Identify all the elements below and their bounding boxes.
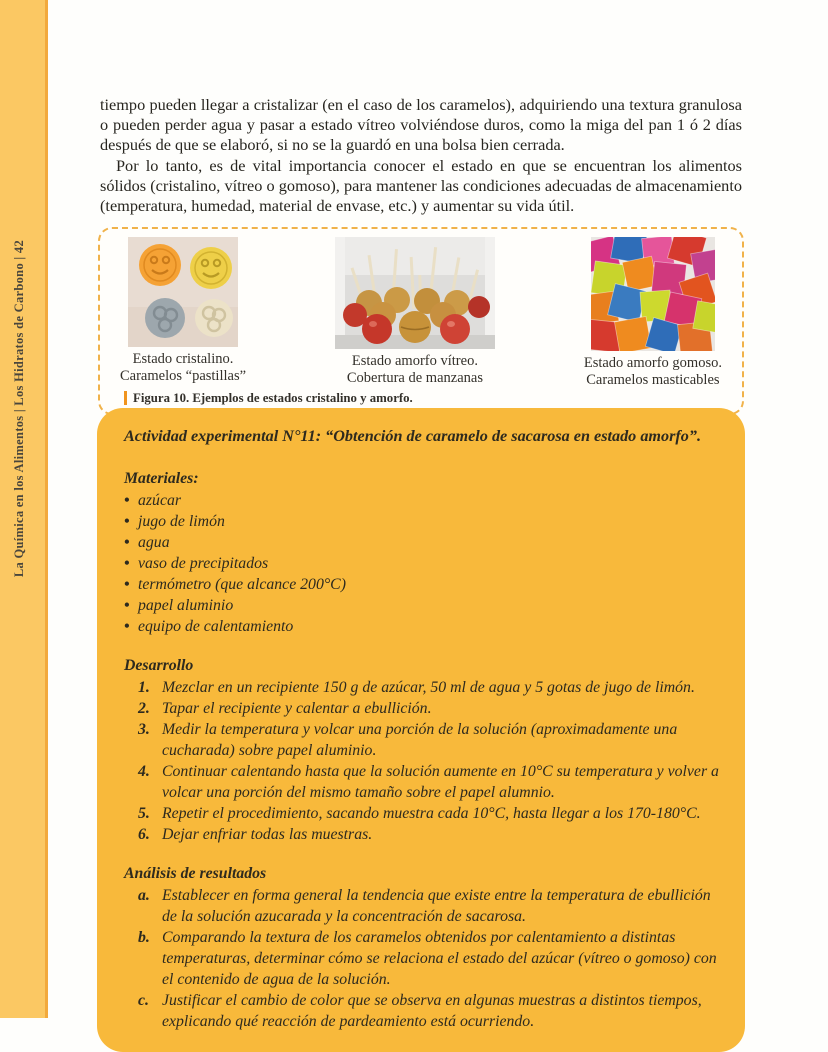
analysis-item xyxy=(138,927,720,990)
material-item xyxy=(124,490,720,511)
material-item-text: papel aluminio xyxy=(138,596,234,614)
material-item xyxy=(124,511,720,532)
analysis-item xyxy=(138,885,720,927)
step-text: Tapar el recipiente y calentar a ebullición. xyxy=(162,699,432,717)
analysis-heading: Análisis de resultados xyxy=(124,864,267,882)
caption-vitreous-line1: Estado amorfo vítreo. xyxy=(351,353,478,369)
figure-crystalline xyxy=(120,237,246,385)
page-edge-strip xyxy=(0,0,48,1018)
material-item-text: agua xyxy=(138,533,170,551)
material-item-text: jugo de limón xyxy=(138,512,225,530)
step-text: Medir la temperatura y volcar una porción de la solución (aproximadamente una cucharada) sobre papel aluminio. xyxy=(162,720,678,759)
development-steps xyxy=(138,677,720,845)
analysis-items xyxy=(138,885,720,1032)
step-text: Repetir el procedimiento, sacando muestra cada 10°C, hasta llegar a los 170-180°C. xyxy=(162,804,701,822)
analysis-letter: c. xyxy=(138,991,149,1009)
analysis-text: Justificar el cambio de color que se observa en algunas muestras a distintos tiempos, explicando qué reacción de pardeamiento está ocurriendo. xyxy=(162,991,702,1030)
candy-apples-photo xyxy=(335,237,495,349)
figura-caption-row xyxy=(124,391,413,406)
material-item xyxy=(124,574,720,595)
development-step xyxy=(138,803,720,824)
material-item-text: equipo de calentamiento xyxy=(138,617,294,635)
development-step xyxy=(138,761,720,803)
figure-images-row xyxy=(120,237,722,389)
step-text: Mezclar en un recipiente 150 g de azúcar, 50 ml de agua y 5 gotas de jugo de limón. xyxy=(162,678,695,696)
caption-gummy-line2: Caramelos masticables xyxy=(586,371,720,388)
material-item xyxy=(124,595,720,616)
step-number: 2. xyxy=(138,699,150,717)
step-number: 5. xyxy=(138,804,150,822)
material-item xyxy=(124,553,720,574)
material-item-text: vaso de precipitados xyxy=(138,554,269,572)
materials-heading: Materiales: xyxy=(124,469,199,487)
sidebar-vertical-title: La Química en los Alimentos | Los Hidratos de Carbono | 42 xyxy=(12,240,26,578)
caption-gummy xyxy=(584,355,722,389)
step-number: 3. xyxy=(138,720,150,738)
analysis-letter: b. xyxy=(138,928,150,946)
analysis-text: Comparando la textura de los caramelos obtenidos por calentamiento a distintas temperaturas, determinar cómo se relaciona el estado del azúcar (vítreo o gomoso) con el contenido de agua de la solución. xyxy=(162,928,717,988)
caption-crystalline xyxy=(120,351,246,385)
caption-vitreous-line2: Cobertura de manzanas xyxy=(346,369,483,386)
step-text: Continuar calentando hasta que la solución aumente en 10°C su temperatura y volver a volcar una porción del mismo tamaño sobre el papel alumnio. xyxy=(162,762,719,801)
caption-crystalline-line1: Estado cristalino. xyxy=(132,351,234,367)
development-step xyxy=(138,698,720,719)
experimental-activity-box xyxy=(97,408,745,1052)
materials-list xyxy=(124,490,720,637)
material-item xyxy=(124,616,720,637)
analysis-item xyxy=(138,990,720,1032)
analysis-letter: a. xyxy=(138,886,150,904)
caption-vitreous xyxy=(347,353,483,387)
figura-caption: Figura 10. Ejemplos de estados cristalino y amorfo. xyxy=(133,390,413,405)
step-number: 4. xyxy=(138,762,150,780)
intro-paragraph-2: Por lo tanto, es de vital importancia conocer el estado en que se encuentran los alimentos sólidos (cristalino, vítreo o gomoso), para mantener las condiciones adecuadas de almacenamiento (temperatura, humedad, material de envase, etc.) y aumentar su vida útil. xyxy=(100,155,742,216)
development-heading: Desarrollo xyxy=(124,656,194,674)
step-number: 1. xyxy=(138,678,150,696)
caption-gummy-line1: Estado amorfo gomoso. xyxy=(583,355,722,371)
material-item-text: termómetro (que alcance 200°C) xyxy=(138,575,346,593)
figure-10-panel xyxy=(98,227,744,415)
figure-gummy xyxy=(584,237,722,389)
chewy-candies-photo xyxy=(591,237,715,351)
development-step xyxy=(138,677,720,698)
caption-accent-bar xyxy=(124,391,127,405)
material-item xyxy=(124,532,720,553)
figure-vitreous xyxy=(335,237,495,387)
intro-paragraph-1: tiempo pueden llegar a cristalizar (en el caso de los caramelos), adquiriendo una textura granulosa o pueden perder agua y pasar a estado vítreo volviéndose duros, como la miga del pan 1 ó 2 días después de que se elaboró, si no se la guardó en una bolsa bien cerrada. xyxy=(100,95,742,155)
crystalline-candies-photo xyxy=(128,237,238,347)
development-step xyxy=(138,719,720,761)
step-text: Dejar enfriar todas las muestras. xyxy=(162,825,373,843)
development-step xyxy=(138,824,720,845)
caption-crystalline-line2: Caramelos “pastillas” xyxy=(120,367,247,384)
intro-paragraphs xyxy=(100,95,742,216)
material-item-text: azúcar xyxy=(138,491,182,509)
analysis-text: Establecer en forma general la tendencia que existe entre la temperatura de ebullición de la solución azucarada y la concentración de sacarosa. xyxy=(162,886,711,925)
activity-title: Actividad experimental N°11: “Obtención de caramelo de sacarosa en estado amorfo”. xyxy=(124,427,702,445)
step-number: 6. xyxy=(138,825,150,843)
